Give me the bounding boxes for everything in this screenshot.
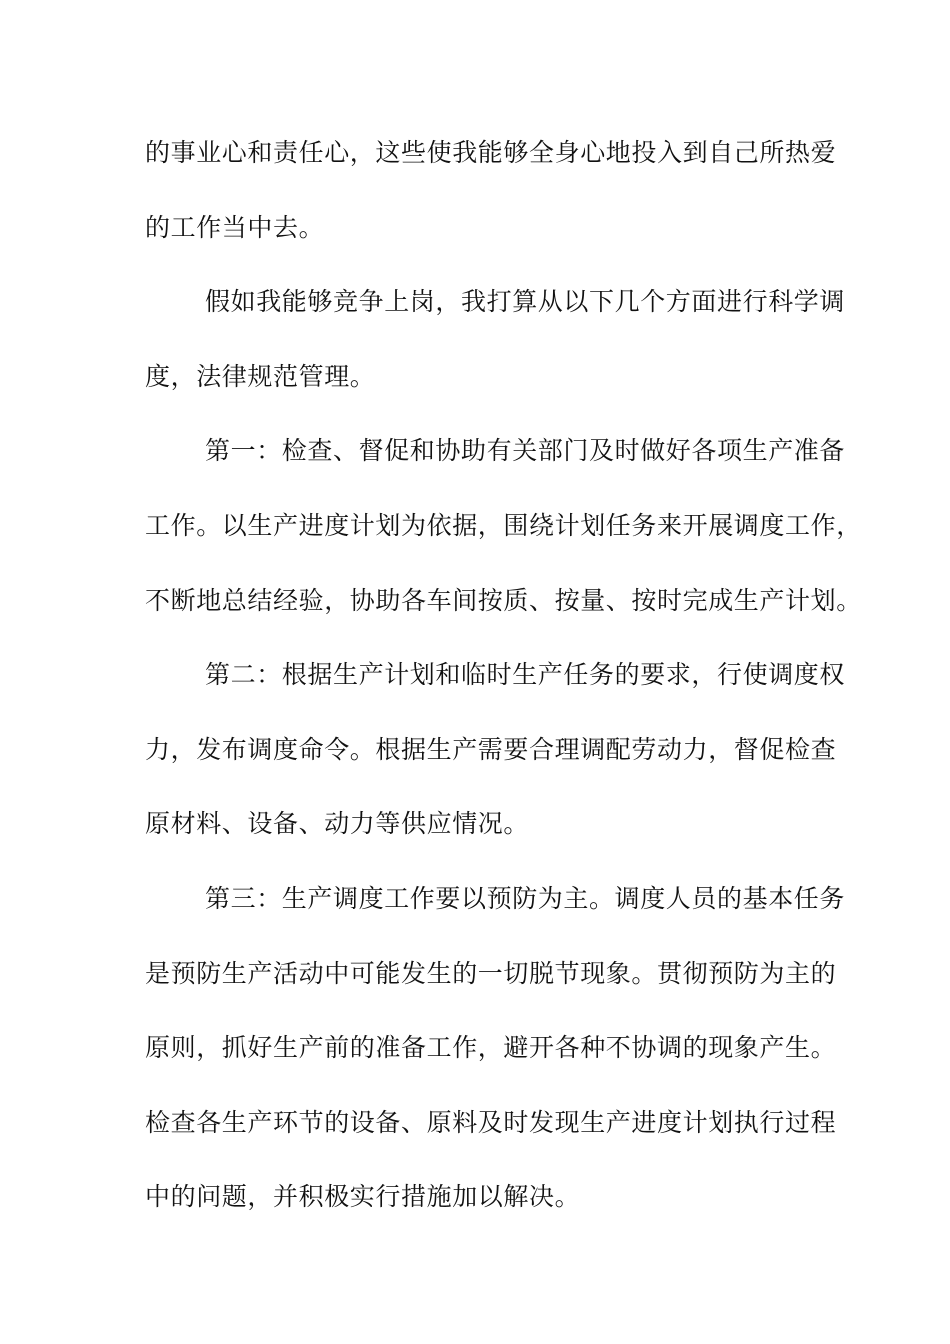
paragraph-1 xyxy=(145,127,835,276)
paragraph-line: 的事业心和责任心，这些使我能够全身心地投入到自己所热爱 xyxy=(145,138,837,167)
paragraph-line: 度，法律规范管理。 xyxy=(145,361,376,391)
paragraph-line: 力，发布调度命令。根据生产需要合理调配劳动力，督促检查 xyxy=(145,734,837,764)
paragraph-2 xyxy=(145,276,846,425)
paragraph-line: 的工作当中去。 xyxy=(145,212,325,242)
paragraph-5 xyxy=(145,873,846,1246)
paragraph-4 xyxy=(145,649,846,873)
paragraph-line: 不断地总结经验，协助各车间按质、按量、按时完成生产计划。 xyxy=(145,585,862,615)
paragraph-line: 原则，抓好生产前的准备工作，避开各种不协调的现象产生。 xyxy=(145,1033,837,1063)
paragraph-line: 是预防生产活动中可能发生的一切脱节现象。贯彻预防为主的 xyxy=(145,958,837,988)
paragraph-line: 第二：根据生产计划和临时生产任务的要求，行使调度权 xyxy=(205,660,846,690)
paragraph-line: 中的问题，并积极实行措施加以解决。 xyxy=(145,1182,581,1212)
paragraph-line: 检查各生产环节的设备、原料及时发现生产进度计划执行过程 xyxy=(145,1107,837,1137)
paragraph-line: 第三：生产调度工作要以预防为主。调度人员的基本任务 xyxy=(205,883,846,913)
paragraph-3 xyxy=(145,425,862,649)
paragraph-line: 工作。以生产进度计划为依据，围绕计划任务来开展调度工作， xyxy=(145,510,862,540)
paragraph-line: 第一：检查、督促和协助有关部门及时做好各项生产准备 xyxy=(205,436,846,466)
paragraph-line: 原材料、设备、动力等供应情况。 xyxy=(145,809,530,839)
paragraph-line: 假如我能够竞争上岗，我打算从以下几个方面进行科学调 xyxy=(205,287,846,317)
document-body xyxy=(145,127,862,1246)
